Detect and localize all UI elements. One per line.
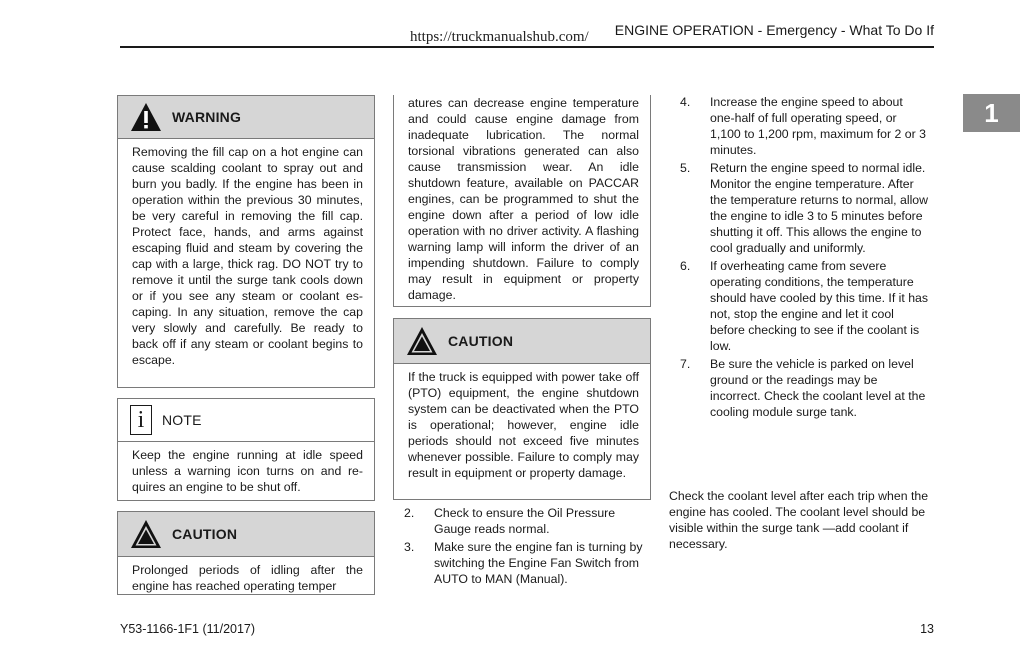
warning-label: WARNING [172, 109, 242, 125]
note-label: NOTE [162, 412, 202, 428]
step-number: 4. [680, 95, 691, 109]
section-title: ENGINE OPERATION - Emergency - What To Do If [614, 22, 934, 38]
step-number: 6. [680, 259, 691, 273]
step-text: Be sure the vehicle is parked on level ground or the readings may be incorrect. Check the coolant level at the cooling module surge tank. [710, 357, 926, 419]
caution-text-1-continued: atures can decrease engine temperature and could cause engine damage from inadequate lubrication. The normal torsional vibrations generated can also cause transmission wear. An idle shutdown feature, available on PACCAR engines, can be programmed to shut the engine down after a period of low idle operation with no driver activity. A flashing warning lamp will inform the driver of an impending shutdown. Failure to comply may result in equipment or property damage. [408, 96, 639, 302]
warning-box [117, 95, 375, 388]
list-item [398, 539, 654, 587]
step-text: Increase the engine speed to about one-half of full operating speed, or 1,100 to 1,200 rpm, maximum for 2 or 3 minutes. [710, 95, 926, 157]
caution-text-1-start: Prolonged periods of idling after the engine has reached operating temper [132, 563, 363, 593]
note-header [118, 399, 374, 442]
step-text: Make sure the engine fan is turning by switching the Engine Fan Switch from AUTO to MAN (Manual). [434, 540, 643, 586]
step-text: If overheating came from severe operating conditions, the temperature should have cooled by this time. If it has not, stop the engine and let it cool before checking to see if the coolant is low. [710, 259, 929, 353]
step-number: 7. [680, 357, 691, 371]
warning-triangle-icon [130, 102, 162, 132]
source-url: https://truckmanualshub.com/ [410, 29, 589, 45]
steps-right [674, 94, 930, 422]
steps-middle [398, 505, 654, 589]
caution-label-2: CAUTION [448, 333, 514, 349]
list-item [674, 94, 930, 158]
step-number: 3. [404, 540, 415, 554]
warning-header [118, 96, 374, 139]
caution-box-1 [117, 511, 375, 595]
step-number: 5. [680, 161, 691, 175]
step-text: Check to ensure the Oil Pressure Gauge reads normal. [434, 506, 616, 536]
caution-text-2: If the truck is equipped with power take off (PTO) equipment, the engine shutdown system can be deactivated when the PTO is operational; however, engine idle periods should not exceed five minutes whenever possible. Failure to comply may result in equipment or property damage. [408, 370, 639, 480]
info-icon: i [130, 405, 152, 435]
caution-header-1 [118, 512, 374, 557]
list-item [674, 258, 930, 354]
page-number: 13 [920, 622, 934, 636]
list-item [674, 160, 930, 256]
list-item [398, 505, 654, 537]
caution-box-2 [393, 318, 651, 500]
caution-label-1: CAUTION [172, 526, 238, 542]
chapter-tab: 1 [963, 94, 1020, 132]
caution-box-1-continued [393, 95, 651, 307]
footer-doc-id: Y53-1166-1F1 (11/2017) [120, 622, 256, 636]
header-rule [120, 46, 934, 48]
warning-text: Removing the fill cap on a hot engine can cause scalding coolant to spray out and burn you badly. If the engine has been in operation within the previous 30 minutes, be very careful in removing the fill cap. Protect face, hands, and arms against escaping fluid and steam by covering the cap with a large, thick rag. DO NOT try to remove it until the surge tank cools down or if you see any steam or coolant escaping. In any situation, remove the cap very slowly and carefully. Be ready to back off if any steam or coolant begins to escape. [132, 145, 363, 367]
caution-header-2 [394, 319, 650, 364]
caution-triangle-icon [130, 519, 162, 549]
note-text: Keep the engine running at idle speed unless a warning icon turns on and requires an engine to be shut off. [132, 448, 363, 494]
note-box [117, 398, 375, 501]
closing-paragraph: Check the coolant level after each trip when the engine has cooled. The coolant level should be visible within the surge tank —add coolant if necessary. [669, 489, 929, 551]
step-number: 2. [404, 506, 415, 520]
caution-triangle-icon [406, 326, 438, 356]
step-text: Return the engine speed to normal idle. Monitor the engine temperature. After the temperature returns to normal, allow the engine to idle 3 to 5 minutes before shutting it off. This allows the engine to cool gradually and uniformly. [710, 161, 929, 255]
list-item [674, 356, 930, 420]
